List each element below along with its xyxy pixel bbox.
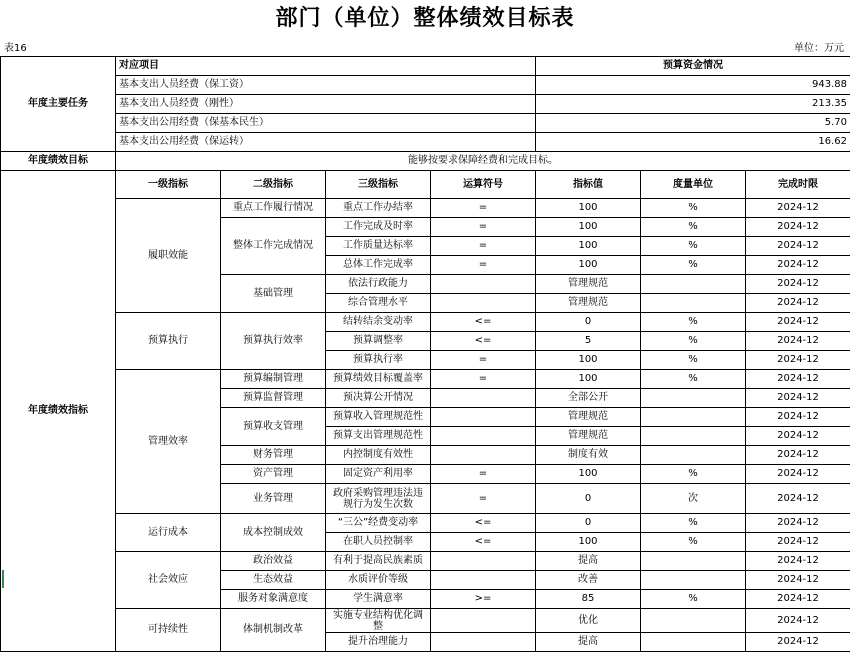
measure-unit <box>641 552 746 571</box>
indicator-value: 改善 <box>536 571 641 590</box>
level2-indicator: 预算收支管理 <box>221 408 326 446</box>
measure-unit: % <box>641 218 746 237</box>
deadline: 2024-12 <box>746 256 850 275</box>
deadline: 2024-12 <box>746 633 850 652</box>
deadline: 2024-12 <box>746 199 850 218</box>
level3-indicator: 预算绩效目标覆盖率 <box>326 370 431 389</box>
deadline: 2024-12 <box>746 465 850 484</box>
measure-unit: 次 <box>641 484 746 514</box>
indicator-row <box>1 313 850 332</box>
table-number: 表16 <box>4 43 27 54</box>
header-l1: 一级指标 <box>116 171 221 199</box>
indicator-value: 100 <box>536 465 641 484</box>
level2-indicator: 业务管理 <box>221 484 326 514</box>
operator: <= <box>431 514 536 533</box>
operator: = <box>431 256 536 275</box>
level1-indicator: 运行成本 <box>116 514 221 552</box>
level1-indicator: 社会效应 <box>116 552 221 609</box>
measure-unit: % <box>641 514 746 533</box>
level3-indicator: 在职人员控制率 <box>326 533 431 552</box>
measure-unit <box>641 408 746 427</box>
indicator-value: 5 <box>536 332 641 351</box>
measure-unit: % <box>641 237 746 256</box>
deadline: 2024-12 <box>746 313 850 332</box>
deadline: 2024-12 <box>746 590 850 609</box>
operator <box>431 275 536 294</box>
level3-indicator: 预算调整率 <box>326 332 431 351</box>
level2-indicator: 资产管理 <box>221 465 326 484</box>
deadline: 2024-12 <box>746 427 850 446</box>
level3-indicator: 实施专业结构优化调整 <box>326 609 431 633</box>
level2-indicator: 重点工作履行情况 <box>221 199 326 218</box>
indicator-value: 100 <box>536 199 641 218</box>
operator <box>431 408 536 427</box>
level2-indicator: 整体工作完成情况 <box>221 218 326 275</box>
indicator-row <box>1 514 850 533</box>
indicator-value: 0 <box>536 484 641 514</box>
measure-unit <box>641 294 746 313</box>
indicator-value: 管理规范 <box>536 294 641 313</box>
indicator-value: 100 <box>536 218 641 237</box>
indicator-value: 优化 <box>536 609 641 633</box>
level2-indicator: 政治效益 <box>221 552 326 571</box>
task-item: 基本支出公用经费（保基本民生） <box>116 114 536 133</box>
deadline: 2024-12 <box>746 370 850 389</box>
level1-indicator: 履职效能 <box>116 199 221 313</box>
performance-table <box>0 56 850 652</box>
indicator-value: 全部公开 <box>536 389 641 408</box>
goal-label: 年度绩效目标 <box>1 152 116 171</box>
page-title: 部门（单位）整体绩效目标表 <box>275 5 575 31</box>
indicator-row <box>1 609 850 633</box>
indicator-value: 100 <box>536 351 641 370</box>
operator: <= <box>431 313 536 332</box>
level3-indicator: 水质评价等级 <box>326 571 431 590</box>
indicator-row <box>1 552 850 571</box>
operator <box>431 446 536 465</box>
level1-indicator: 可持续性 <box>116 609 221 652</box>
deadline: 2024-12 <box>746 389 850 408</box>
header-l2: 二级指标 <box>221 171 326 199</box>
header-item: 对应项目 <box>116 57 536 76</box>
level2-indicator: 预算执行效率 <box>221 313 326 370</box>
operator: = <box>431 237 536 256</box>
indicator-value: 管理规范 <box>536 408 641 427</box>
level3-indicator: 预算收入管理规范性 <box>326 408 431 427</box>
operator: <= <box>431 533 536 552</box>
level3-indicator: 依法行政能力 <box>326 275 431 294</box>
operator: >= <box>431 590 536 609</box>
task-item: 基本支出人员经费（刚性） <box>116 95 536 114</box>
level3-indicator: 结转结余变动率 <box>326 313 431 332</box>
deadline: 2024-12 <box>746 571 850 590</box>
deadline: 2024-12 <box>746 275 850 294</box>
deadline: 2024-12 <box>746 533 850 552</box>
operator: = <box>431 370 536 389</box>
level3-indicator: 综合管理水平 <box>326 294 431 313</box>
level3-indicator: 内控制度有效性 <box>326 446 431 465</box>
header-budget: 预算资金情况 <box>536 57 850 76</box>
task-item: 基本支出公用经费（保运转） <box>116 133 536 152</box>
deadline: 2024-12 <box>746 552 850 571</box>
header-unit: 度量单位 <box>641 171 746 199</box>
level3-indicator: 固定资产利用率 <box>326 465 431 484</box>
indicator-value: 管理规范 <box>536 427 641 446</box>
level3-indicator: “三公”经费变动率 <box>326 514 431 533</box>
level2-indicator: 基础管理 <box>221 275 326 313</box>
indicator-value: 85 <box>536 590 641 609</box>
measure-unit <box>641 609 746 633</box>
task-item: 基本支出人员经费（保工资） <box>116 76 536 95</box>
measure-unit: % <box>641 590 746 609</box>
deadline: 2024-12 <box>746 446 850 465</box>
level3-indicator: 预决算公开情况 <box>326 389 431 408</box>
measure-unit: % <box>641 351 746 370</box>
header-op: 运算符号 <box>431 171 536 199</box>
indicator-row <box>1 199 850 218</box>
task-amount: 213.35 <box>536 95 850 114</box>
level2-indicator: 预算编制管理 <box>221 370 326 389</box>
level2-indicator: 服务对象满意度 <box>221 590 326 609</box>
measure-unit <box>641 389 746 408</box>
indicator-value: 0 <box>536 514 641 533</box>
level2-indicator: 生态效益 <box>221 571 326 590</box>
measure-unit: % <box>641 256 746 275</box>
indicator-value: 管理规范 <box>536 275 641 294</box>
level3-indicator: 有利于提高民族素质 <box>326 552 431 571</box>
level3-indicator: 重点工作办结率 <box>326 199 431 218</box>
level3-indicator: 工作质量达标率 <box>326 237 431 256</box>
level2-indicator: 财务管理 <box>221 446 326 465</box>
header-val: 指标值 <box>536 171 641 199</box>
indicator-value: 制度有效 <box>536 446 641 465</box>
deadline: 2024-12 <box>746 484 850 514</box>
operator <box>431 427 536 446</box>
deadline: 2024-12 <box>746 514 850 533</box>
operator <box>431 609 536 633</box>
level3-indicator: 政府采购管理违法违规行为发生次数 <box>326 484 431 514</box>
task-amount: 943.88 <box>536 76 850 95</box>
level2-indicator: 成本控制成效 <box>221 514 326 552</box>
deadline: 2024-12 <box>746 218 850 237</box>
task-amount: 16.62 <box>536 133 850 152</box>
header-time: 完成时限 <box>746 171 850 199</box>
level3-indicator: 预算支出管理规范性 <box>326 427 431 446</box>
operator <box>431 571 536 590</box>
level1-indicator: 预算执行 <box>116 313 221 370</box>
measure-unit <box>641 571 746 590</box>
level2-indicator: 体制机制改革 <box>221 609 326 652</box>
indicator-value: 100 <box>536 256 641 275</box>
measure-unit: % <box>641 313 746 332</box>
operator: = <box>431 465 536 484</box>
cell-marker <box>2 570 4 588</box>
indicator-value: 提高 <box>536 552 641 571</box>
tasks-label: 年度主要任务 <box>1 57 116 152</box>
measure-unit: % <box>641 533 746 552</box>
sub-header <box>0 36 850 56</box>
level3-indicator: 总体工作完成率 <box>326 256 431 275</box>
indicator-value: 100 <box>536 370 641 389</box>
unit-label: 单位：万元 <box>794 43 844 54</box>
operator: = <box>431 218 536 237</box>
indicator-row <box>1 370 850 389</box>
indicator-value: 0 <box>536 313 641 332</box>
indicators-label: 年度绩效指标 <box>1 171 116 652</box>
operator: = <box>431 484 536 514</box>
indicator-value: 提高 <box>536 633 641 652</box>
operator: = <box>431 351 536 370</box>
operator <box>431 633 536 652</box>
measure-unit: % <box>641 370 746 389</box>
operator <box>431 294 536 313</box>
level3-indicator: 预算执行率 <box>326 351 431 370</box>
operator: <= <box>431 332 536 351</box>
deadline: 2024-12 <box>746 351 850 370</box>
header-l3: 三级指标 <box>326 171 431 199</box>
goal-text: 能够按要求保障经费和完成目标。 <box>116 152 850 171</box>
deadline: 2024-12 <box>746 408 850 427</box>
level2-indicator: 预算监督管理 <box>221 389 326 408</box>
deadline: 2024-12 <box>746 294 850 313</box>
measure-unit: % <box>641 199 746 218</box>
measure-unit <box>641 446 746 465</box>
measure-unit: % <box>641 465 746 484</box>
measure-unit <box>641 427 746 446</box>
level3-indicator: 学生满意率 <box>326 590 431 609</box>
level1-indicator: 管理效率 <box>116 370 221 514</box>
operator: = <box>431 199 536 218</box>
deadline: 2024-12 <box>746 332 850 351</box>
measure-unit <box>641 275 746 294</box>
level3-indicator: 工作完成及时率 <box>326 218 431 237</box>
task-amount: 5.70 <box>536 114 850 133</box>
operator <box>431 552 536 571</box>
deadline: 2024-12 <box>746 609 850 633</box>
operator <box>431 389 536 408</box>
deadline: 2024-12 <box>746 237 850 256</box>
level3-indicator: 提升治理能力 <box>326 633 431 652</box>
measure-unit <box>641 633 746 652</box>
indicator-value: 100 <box>536 533 641 552</box>
indicator-value: 100 <box>536 237 641 256</box>
measure-unit: % <box>641 332 746 351</box>
